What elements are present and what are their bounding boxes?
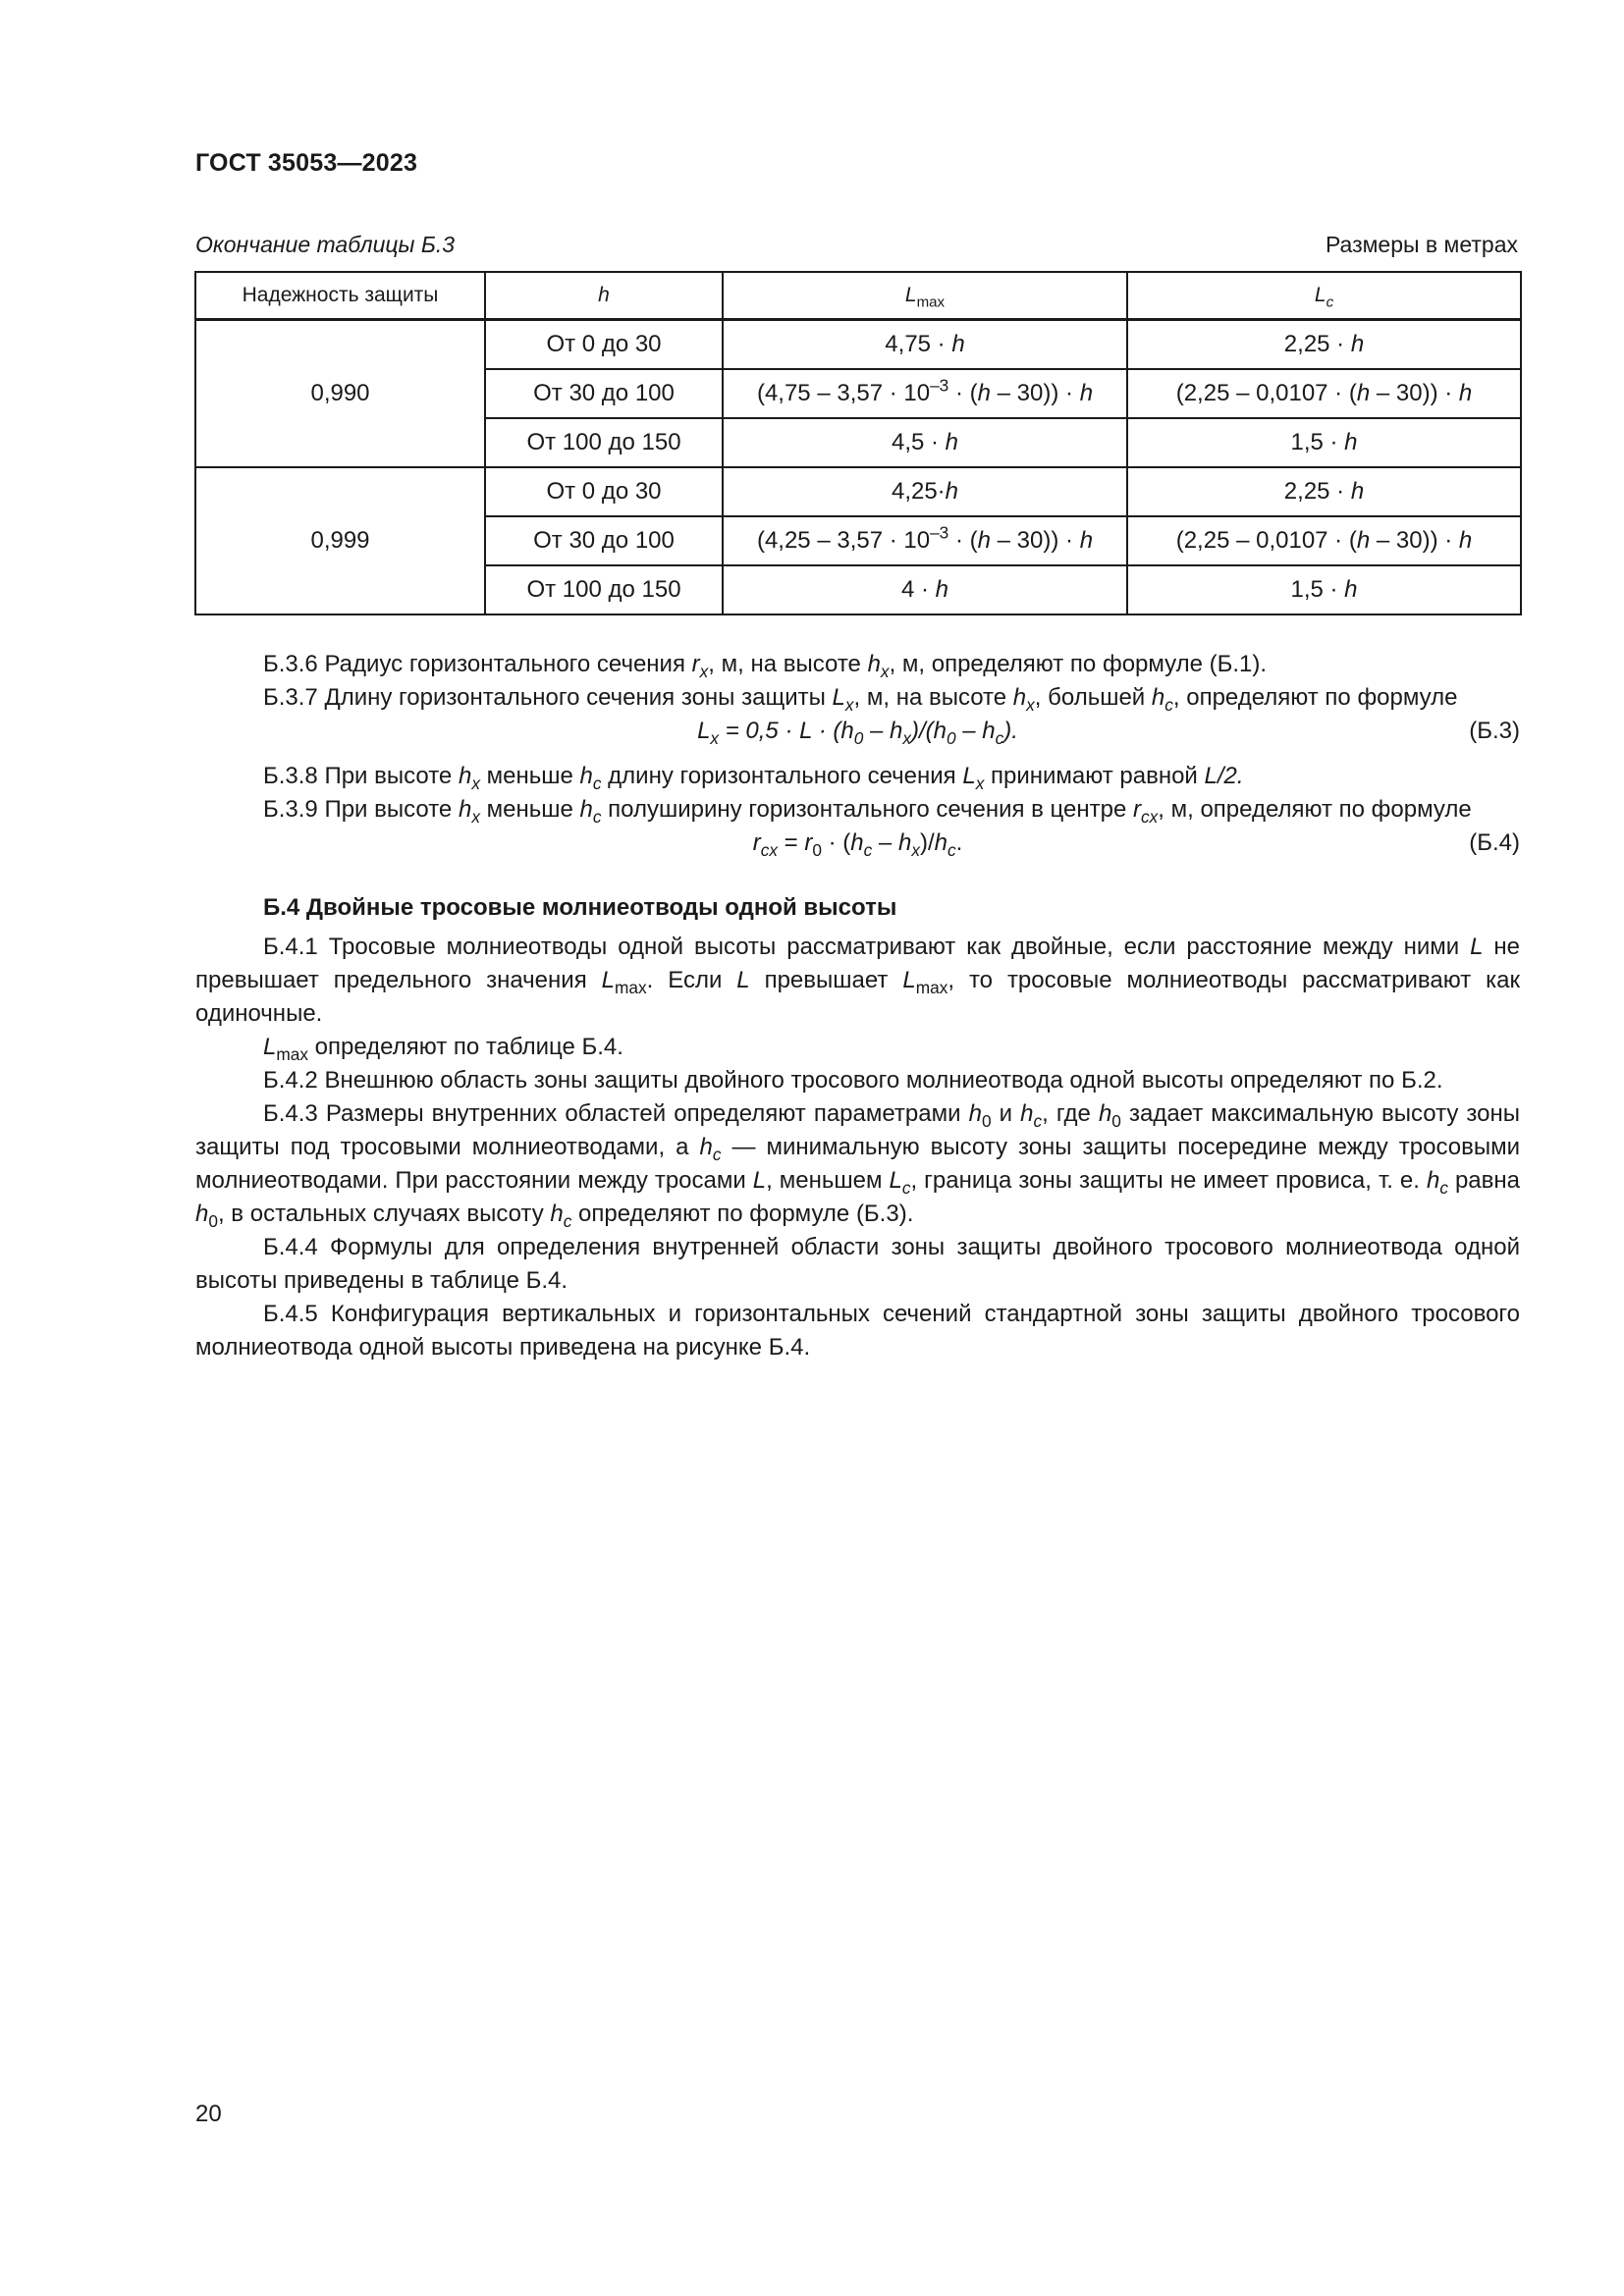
paragraph-b36: Б.3.6 Радиус горизонтального сечения $r_x$, м, на высоте $h_x$, м, определяют по формуле (Б.1).: [263, 651, 1268, 682]
formula-b3: $L_x = 0,5 \cdot L \cdot (h_0 - h_x)/(h_0 - h_c)$.: [697, 718, 1018, 749]
h-cell: От 0 до 30: [485, 467, 723, 516]
lmax-cell: 4,25·h: [723, 467, 1127, 516]
paragraph-b42: Б.4.2 Внешнюю область зоны защиты двойного тросового молниеотвода одной высоты определяют по Б.2.: [263, 1067, 1443, 1094]
lmax-cell: $(4,25 - 3,57 \cdot 10^{-3} \cdot (h - 30)) \cdot h$: [723, 516, 1127, 565]
paragraph-b37: Б.3.7 Длину горизонтального сечения зоны защиты $L_x$, м, на высоте $h_x$, большей $h_c$, определяют по формуле: [263, 684, 1458, 716]
formula-b4-number: (Б.4): [1469, 829, 1520, 856]
h-cell: От 0 до 30: [485, 320, 723, 370]
page-number: 20: [195, 2101, 222, 2127]
table-caption: Окончание таблицы Б.3: [195, 232, 456, 257]
formula-b4-row: [195, 827, 1520, 876]
paragraph-b41b: $L_{max}$ определяют по таблице Б.4.: [263, 1034, 623, 1065]
lc-cell: 1,5 · h: [1127, 565, 1521, 614]
h-cell: От 100 до 150: [485, 565, 723, 614]
header-reliability: Надежность защиты: [195, 272, 485, 320]
paragraph-b38: Б.3.8 При высоте $h_x$ меньше $h_c$ длину горизонтального сечения $L_x$ принимают равной L/2.: [263, 763, 1244, 794]
paragraph-b41: Б.4.1 Тросовые молниеотводы одной высоты рассматривают как двойные, если расстояние между ними L не превышает предельного значения $L_{max}$. Если L превышает $L_{max}$, то тросовые молниеотводы рассматривают как одиночные.: [195, 934, 1521, 1027]
formula-b3-row: [195, 715, 1520, 760]
paragraph-b45: Б.4.5 Конфигурация вертикальных и горизонтальных сечений стандартной зоны защиты двойного тросового молниеотвода одной высоты приведена на рисунке Б.4.: [195, 1301, 1520, 1361]
lmax-cell: 4,5 · h: [723, 418, 1127, 467]
header-lmax: $L_{max}$: [723, 272, 1127, 320]
body-text-block: [195, 648, 1520, 1364]
header-lc: $L_c$: [1127, 272, 1521, 320]
table-caption-row: [195, 232, 1518, 258]
paragraph-b44: Б.4.4 Формулы для определения внутренней области зоны защиты двойного тросового молниеотвода одной высоты приведены в таблице Б.4.: [195, 1234, 1520, 1294]
formula-b3-number: (Б.3): [1469, 718, 1520, 744]
h-cell: От 30 до 100: [485, 369, 723, 418]
table-header-row: [195, 272, 1521, 320]
table-row: [195, 467, 1521, 516]
document-header: ГОСТ 35053—2023: [195, 149, 418, 177]
paragraph-b39: Б.3.9 При высоте $h_x$ меньше $h_c$ полуширину горизонтального сечения в центре $r_{cx}$, м, определяют по формуле: [263, 796, 1472, 828]
formula-b4: $r_{cx} = r_0 \cdot (h_c - h_x)/h_c$.: [752, 829, 963, 861]
lc-cell: 2,25 · h: [1127, 467, 1521, 516]
lc-cell: (2,25 – 0,0107 · (h – 30)) · h: [1127, 516, 1521, 565]
lc-cell: 1,5 · h: [1127, 418, 1521, 467]
lmax-cell: 4,75 · h: [723, 320, 1127, 370]
paragraph-b43: Б.4.3 Размеры внутренних областей определяют параметрами $h_0$ и $h_c$, где $h_0$ задает максимальную высоту зоны защиты под тросовыми молниеотводами, а $h_c$ — минимальную высоту зоны защиты посередине между тросовыми молниеотводами. При расстоянии между тросами L, меньшем $L_c$, граница зоны защиты не имеет провиса, т. е. $h_c$ равна $h_0$, в остальных случаях высоту $h_c$ определяют по формуле (Б.3).: [195, 1100, 1520, 1232]
reliability-cell: 0,999: [195, 467, 485, 614]
reliability-cell: 0,990: [195, 320, 485, 468]
section-heading-b4: Б.4 Двойные тросовые молниеотводы одной высоты: [263, 894, 897, 921]
table-row: [195, 320, 1521, 370]
lc-cell: (2,25 – 0,0107 · (h – 30)) · h: [1127, 369, 1521, 418]
table-units-note: Размеры в метрах: [1325, 232, 1518, 257]
data-table: [194, 271, 1522, 615]
lmax-cell: 4 · h: [723, 565, 1127, 614]
h-cell: От 30 до 100: [485, 516, 723, 565]
lc-cell: 2,25 · h: [1127, 320, 1521, 370]
h-cell: От 100 до 150: [485, 418, 723, 467]
lmax-cell: $(4,75 - 3,57 \cdot 10^{-3} \cdot (h - 30)) \cdot h$: [723, 369, 1127, 418]
header-h: h: [485, 272, 723, 320]
